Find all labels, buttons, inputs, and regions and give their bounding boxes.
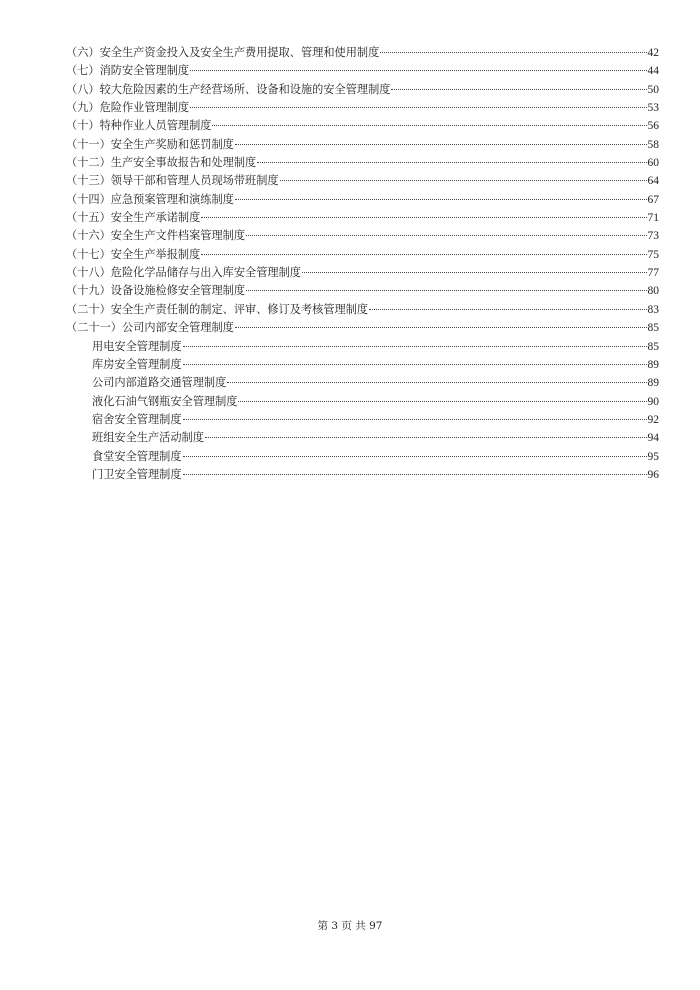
toc-entry-title: 公司内部道路交通管理制度 (92, 376, 227, 390)
toc-entry[interactable] (66, 81, 659, 99)
toc-entry-title: （十四）应急预案管理和演练制度 (66, 192, 234, 206)
table-of-contents (66, 44, 659, 484)
dot-leader (201, 254, 646, 255)
dot-leader (183, 456, 647, 457)
dot-leader (280, 180, 647, 181)
dot-leader (201, 217, 646, 218)
toc-entry[interactable] (66, 393, 659, 411)
toc-entry-title: （八）较大危险因素的生产经营场所、设备和设施的安全管理制度 (66, 82, 391, 96)
toc-entry-title: （十五）安全生产承诺制度 (66, 211, 201, 225)
toc-entry-page: 92 (647, 413, 659, 426)
toc-entry-page: 44 (647, 65, 659, 78)
toc-entry-title: 食堂安全管理制度 (92, 449, 182, 463)
toc-entry-title: （十九）设备设施检修安全管理制度 (66, 284, 246, 298)
toc-entry-page: 85 (647, 340, 659, 353)
dot-leader (380, 52, 646, 53)
toc-entry-page: 89 (647, 358, 659, 371)
toc-entry[interactable] (66, 44, 659, 62)
toc-entry-page: 75 (647, 248, 659, 261)
dot-leader (238, 401, 646, 402)
toc-entry-title: （六）安全生产资金投入及安全生产费用提取、管理和使用制度 (66, 46, 380, 59)
dot-leader (183, 346, 647, 347)
toc-entry[interactable] (66, 62, 659, 80)
toc-entry-page: 96 (647, 468, 659, 481)
dot-leader (235, 144, 647, 145)
dot-leader (246, 290, 646, 291)
toc-entry-page: 94 (647, 432, 659, 445)
toc-entry-title: 班组安全生产活动制度 (92, 431, 204, 445)
toc-entry-title: （七）消防安全管理制度 (66, 64, 190, 78)
toc-entry[interactable] (66, 411, 659, 429)
dot-leader (235, 199, 647, 200)
toc-entry[interactable] (66, 301, 659, 319)
dot-leader (183, 474, 647, 475)
toc-entry[interactable] (66, 374, 659, 392)
dot-leader (183, 364, 647, 365)
page-footer: 第 3 页 共 97 (317, 920, 383, 932)
dot-leader (302, 272, 647, 273)
toc-entry-title: （二十）安全生产责任制的制定、评审、修订及考核管理制度 (66, 302, 369, 316)
toc-entry-title: （十一）安全生产奖励和惩罚制度 (66, 137, 234, 151)
toc-entry-title: （十三）领导干部和管理人员现场带班制度 (66, 174, 279, 188)
dot-leader (183, 419, 647, 420)
toc-entry-title: 门卫安全管理制度 (92, 467, 182, 481)
toc-entry-title: （十七）安全生产举报制度 (66, 247, 201, 261)
toc-entry-page: 95 (647, 450, 659, 463)
toc-entry-title: 宿舍安全管理制度 (92, 412, 182, 426)
dot-leader (190, 107, 646, 108)
toc-entry[interactable] (66, 246, 659, 264)
toc-entry-page: 77 (647, 267, 659, 280)
toc-entry[interactable] (66, 448, 659, 466)
dot-leader (369, 309, 646, 310)
toc-entry-page: 73 (647, 230, 659, 243)
toc-entry[interactable] (66, 172, 659, 190)
toc-entry[interactable] (66, 429, 659, 447)
dot-leader (212, 125, 646, 126)
toc-entry[interactable] (66, 154, 659, 172)
toc-entry-page: 80 (647, 285, 659, 298)
toc-entry-page: 53 (647, 102, 659, 115)
toc-entry-title: （十八）危险化学品储存与出入库安全管理制度 (66, 266, 301, 280)
dot-leader (235, 327, 647, 328)
toc-entry-page: 58 (647, 138, 659, 151)
toc-entry-page: 71 (647, 212, 659, 225)
toc-entry-title: 库房安全管理制度 (92, 357, 182, 371)
toc-entry-title: 液化石油气钢瓶安全管理制度 (92, 394, 238, 408)
dot-leader (257, 162, 646, 163)
toc-entry-title: （十）特种作业人员管理制度 (66, 119, 212, 133)
toc-entry[interactable] (66, 117, 659, 135)
toc-entry-page: 42 (647, 47, 659, 59)
toc-entry[interactable] (66, 338, 659, 356)
toc-entry-page: 64 (647, 175, 659, 188)
toc-entry[interactable] (66, 282, 659, 300)
dot-leader (227, 382, 646, 383)
dot-leader (391, 89, 646, 90)
toc-entry-page: 89 (647, 377, 659, 390)
toc-entry[interactable] (66, 319, 659, 337)
toc-entry[interactable] (66, 466, 659, 484)
toc-entry-page: 90 (647, 395, 659, 408)
toc-entry-title: 用电安全管理制度 (92, 339, 182, 353)
toc-entry-title: （九）危险作业管理制度 (66, 101, 190, 115)
toc-entry-page: 56 (647, 120, 659, 133)
toc-entry-page: 60 (647, 157, 659, 170)
toc-entry-page: 67 (647, 193, 659, 206)
toc-entry[interactable] (66, 136, 659, 154)
dot-leader (190, 70, 646, 71)
dot-leader (205, 437, 647, 438)
toc-entry-title: （二十一）公司内部安全管理制度 (66, 321, 234, 335)
toc-entry-page: 85 (647, 322, 659, 335)
toc-entry[interactable] (66, 209, 659, 227)
toc-entry-page: 50 (647, 83, 659, 96)
dot-leader (246, 235, 646, 236)
toc-entry[interactable] (66, 191, 659, 209)
toc-entry-title: （十二）生产安全事故报告和处理制度 (66, 156, 257, 170)
toc-entry[interactable] (66, 227, 659, 245)
toc-entry[interactable] (66, 264, 659, 282)
toc-entry-page: 83 (647, 303, 659, 316)
toc-entry[interactable] (66, 99, 659, 117)
toc-entry[interactable] (66, 356, 659, 374)
toc-entry-title: （十六）安全生产文件档案管理制度 (66, 229, 246, 243)
